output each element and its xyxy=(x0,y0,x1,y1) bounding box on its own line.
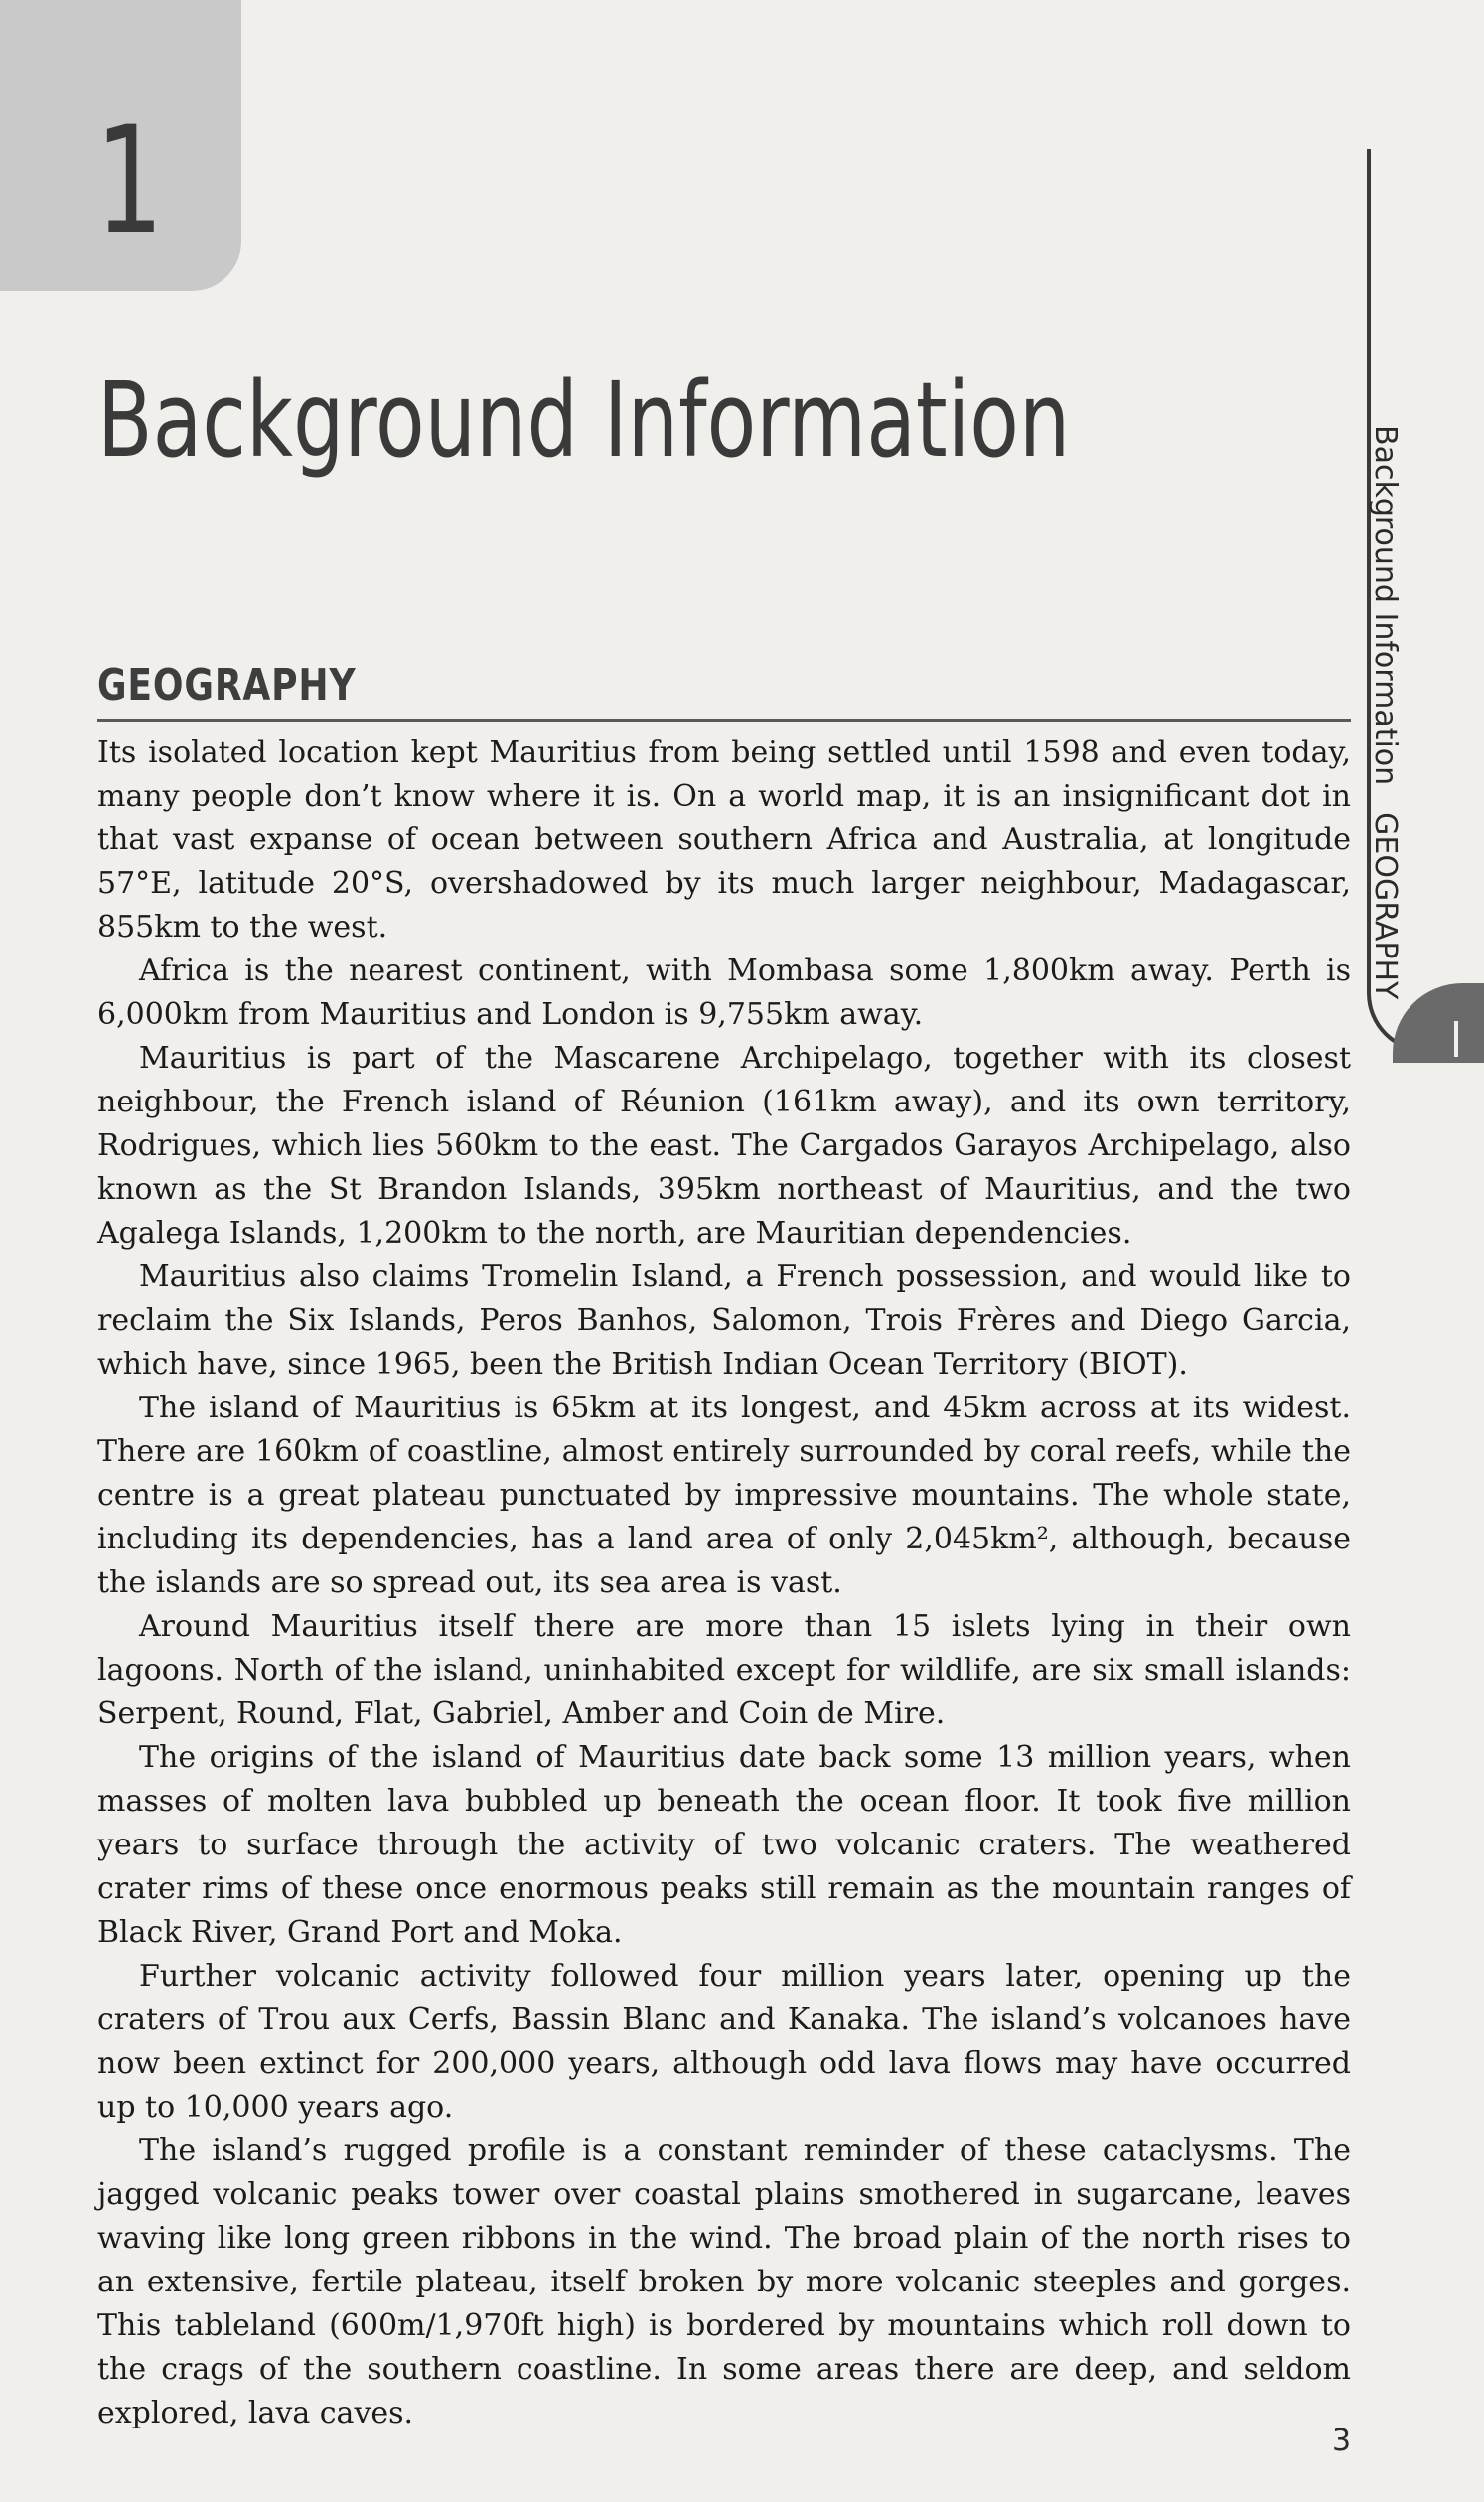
section-rule xyxy=(97,719,1351,722)
side-tab-line xyxy=(1454,1021,1458,1057)
side-tab-chapter: Background Information xyxy=(1368,425,1403,786)
section-heading: GEOGRAPHY xyxy=(97,661,357,711)
chapter-tab xyxy=(0,0,241,291)
paragraph: Around Mauritius itself there are more than 15 islets lying in their own lagoons. North of the island, uninhabited except for wildlife, are six small islands: Serpent, Round, Flat, Gabriel, Amber and Coin de Mire. xyxy=(97,1609,1351,1731)
chapter-number: 1 xyxy=(95,95,164,268)
paragraph: Mauritius also claims Tromelin Island, a French possession, and would like to reclaim the Six Islands, Peros Banhos, Salomon, Trois Frères and Diego Garcia, which have, since 1965, been the British Indian Ocean Territory (BIOT). xyxy=(97,1259,1351,1382)
paragraph: Africa is the nearest continent, with Mombasa some 1,800km away. Perth is 6,000km from Mauritius and London is 9,755km away. xyxy=(97,954,1351,1032)
paragraph: Further volcanic activity followed four million years later, opening up the craters of Trou aux Cerfs, Bassin Blanc and Kanaka. The island’s volcanoes have now been extinct for 200,000 years, although odd lava flows may have occurred up to 10,000 years ago. xyxy=(97,1959,1351,2125)
paragraph: The origins of the island of Mauritius date back some 13 million years, when masses of molten lava bubbled up beneath the ocean floor. It took five million years to surface through the activity of two volcanic craters. The weathered crater rims of these once enormous peaks still remain as the mountain ranges of Black River, Grand Port and Moka. xyxy=(97,1740,1351,1950)
paragraph: The island’s rugged profile is a constant reminder of these cataclysms. The jagged volcanic peaks tower over coastal plains smothered in sugarcane, leaves waving like long green ribbons in the wind. The broad plain of the north rises to an extensive, fertile plateau, itself broken by more volcanic steeples and gorges. This tableland (600m/1,970ft high) is bordered by mountains which roll down to the crags of the southern coastline. In some areas there are deep, and seldom explored, lava caves. xyxy=(97,2134,1351,2430)
paragraph: The island of Mauritius is 65km at its longest, and 45km across at its widest. There are 160km of coastline, almost entirely surrounded by coral reefs, while the centre is a great plateau punctuated by impressive mountains. The whole state, including its dependencies, has a land area of only 2,045km², although, because the islands are so spread out, its sea area is vast. xyxy=(97,1391,1351,1600)
page-number: 3 xyxy=(1332,2424,1352,2458)
paragraph: Its isolated location kept Mauritius from being settled until 1598 and even today, many people don’t know where it is. On a world map, it is an insignificant dot in that vast expanse of ocean between southern Africa and Australia, at longitude 57°E, latitude 20°S, overshadowed by its much larger neighbour, Madagascar, 855km to the west. xyxy=(97,735,1351,945)
side-tab-label xyxy=(1367,425,1403,999)
side-tab-section: GEOGRAPHY xyxy=(1368,812,1403,1000)
paragraph: Mauritius is part of the Mascarene Archipelago, together with its closest neighbour, the French island of Réunion (161km away), and its own territory, Rodrigues, which lies 560km to the east. The Cargados Garayos Archipelago, also known as the St Brandon Islands, 395km northeast of Mauritius, and the two Agalega Islands, 1,200km to the north, are Mauritian dependencies. xyxy=(97,1041,1351,1251)
chapter-title: Background Information xyxy=(97,360,1071,481)
body-text xyxy=(97,731,1351,2435)
